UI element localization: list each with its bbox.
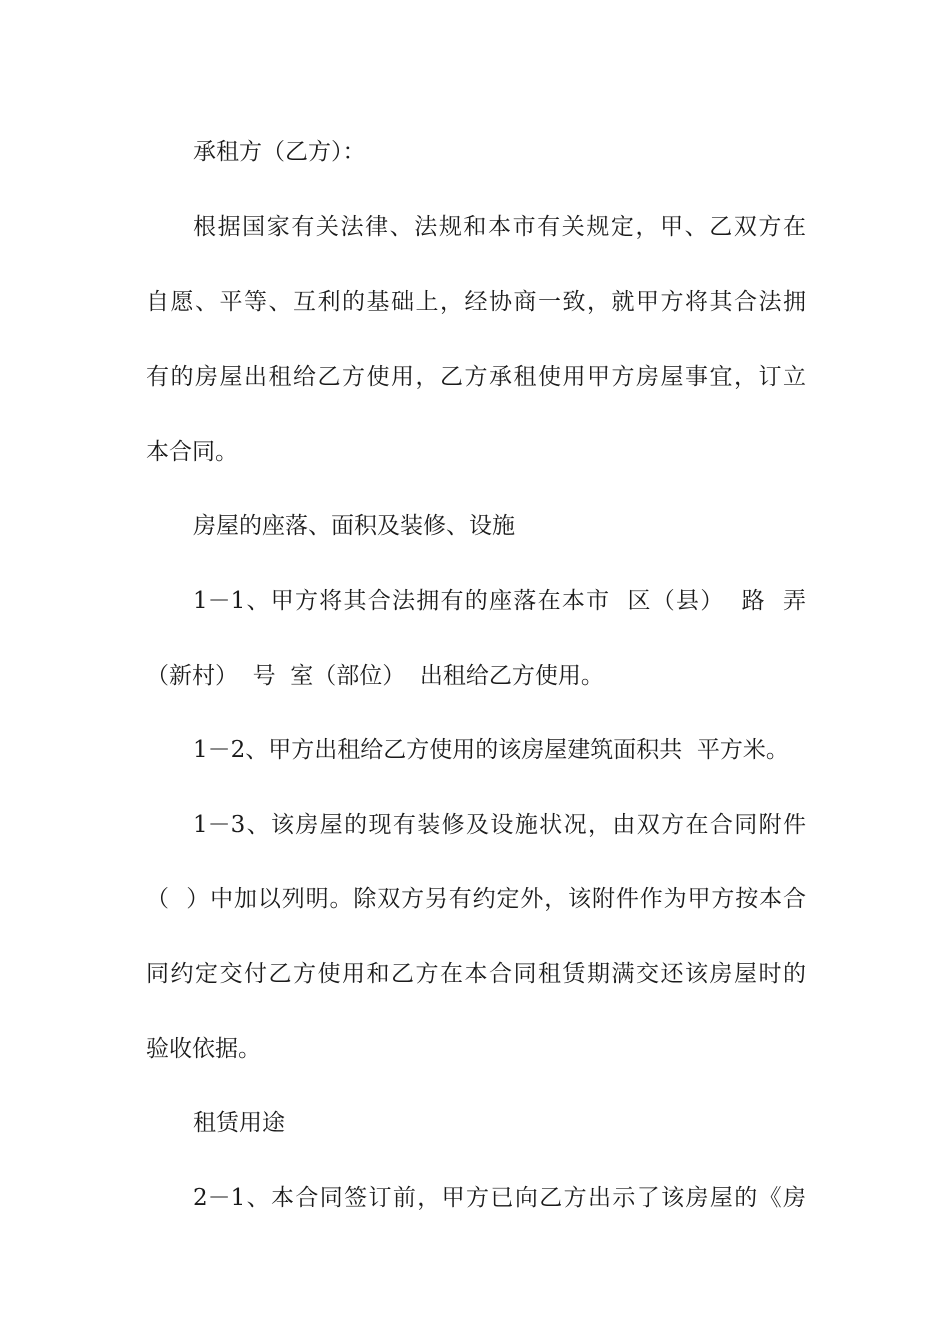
clause-line: 验收依据。	[146, 1036, 261, 1062]
section-heading: 租赁用途	[193, 1110, 285, 1136]
paragraph-line: 有的房屋出租给乙方使用，乙方承租使用甲方房屋事宜，订立	[146, 364, 806, 390]
clause-line: 2－1、本合同签订前，甲方已向乙方出示了该房屋的《房	[193, 1185, 806, 1211]
clause-line: （ ）中加以列明。除双方另有约定外，该附件作为甲方按本合	[146, 886, 806, 912]
clause-line: 同约定交付乙方使用和乙方在本合同租赁期满交还该房屋时的	[146, 961, 806, 987]
paragraph-line: 自愿、平等、互利的基础上，经协商一致，就甲方将其合法拥	[146, 289, 806, 315]
clause-line: （新村） 号 室（部位） 出租给乙方使用。	[146, 663, 604, 689]
paragraph-line: 本合同。	[146, 439, 238, 465]
paragraph-line: 根据国家有关法律、法规和本市有关规定，甲、乙双方在	[193, 214, 806, 240]
clause-line: 1－1、甲方将其合法拥有的座落在本市 区（县） 路 弄	[193, 588, 806, 614]
lessee-label: 承租方（乙方）：	[193, 139, 366, 165]
clause-line: 1－2、甲方出租给乙方使用的该房屋建筑面积共 平方米。	[193, 737, 789, 763]
section-heading: 房屋的座落、面积及装修、设施	[193, 513, 515, 539]
clause-line: 1－3、该房屋的现有装修及设施状况，由双方在合同附件	[193, 812, 806, 838]
